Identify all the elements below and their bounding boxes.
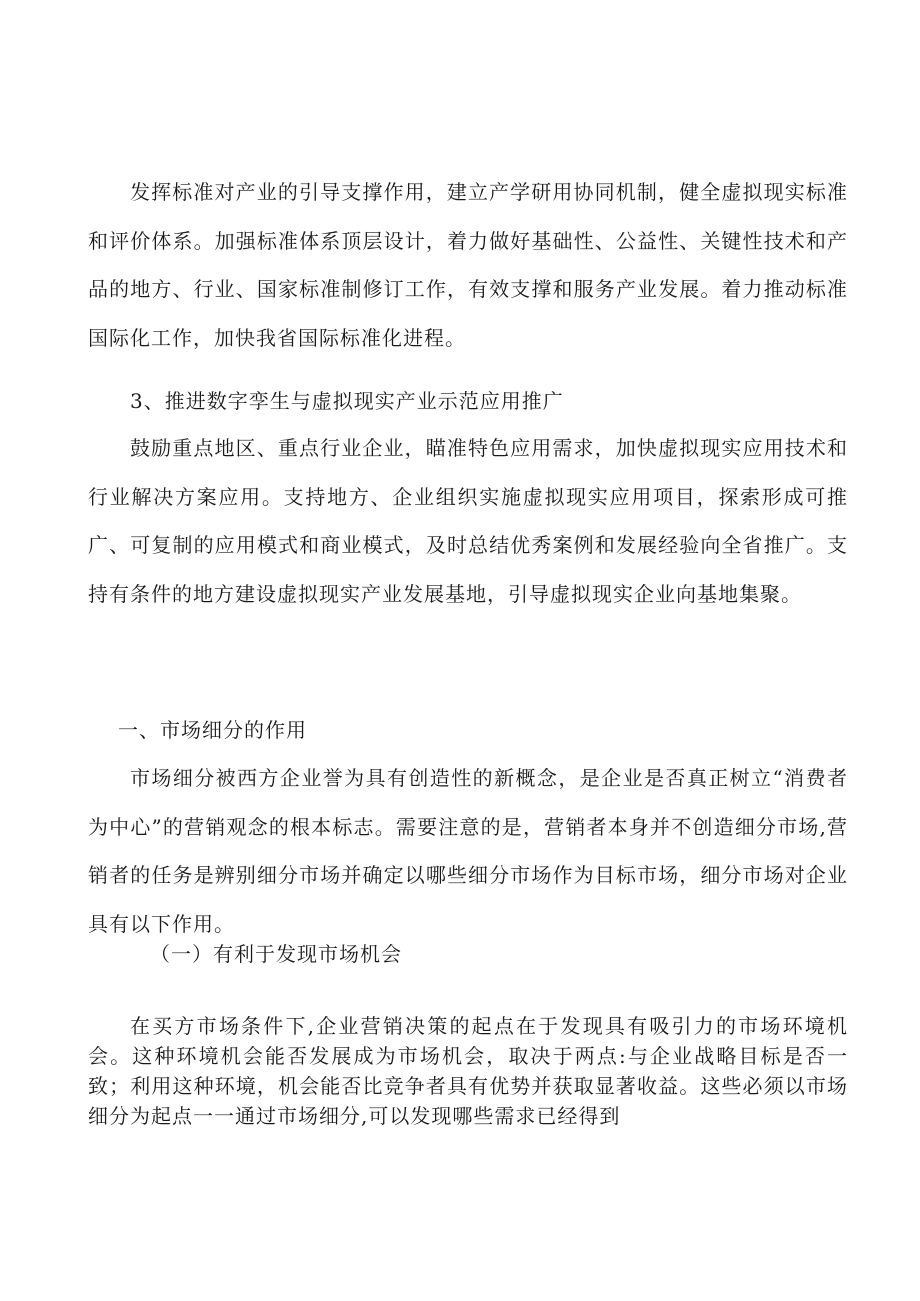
paragraph-buyer-market: 在买方市场条件下,企业营销决策的起点在于发现具有吸引力的市场环境机会。这种环境机会能否发展成为市场机会，取决于两点:与企业战略目标是否一致；利用这种环境，机会能否比竞争者具有优势并获取显著收益。这些必须以市场细分为起点一一通过市场细分,可以发现哪些需求已经得到: [88, 1014, 848, 1128]
paragraph-segmentation-concept: 市场细分被西方企业誉为具有创造性的新概念，是企业是否真正树立“消费者为中心”的营销观念的根本标志。需要注意的是，营销者本身并不创造细分市场,营销者的任务是辨别细分市场并确定以哪些细分市场作为目标市场，细分市场对企业具有以下作用。: [88, 766, 848, 936]
paragraph-standards: 发挥标准对产业的引导支撑作用，建立产学研用协同机制，健全虚拟现实标准和评价体系。加强标准体系顶层设计，着力做好基础性、公益性、关键性技术和产品的地方、行业、国家标准制修订工作，有效支撑和服务产业发展。着力推动标准国际化工作，加快我省国际标准化进程。: [88, 180, 848, 350]
heading-digital-twin-promotion: 3、推进数字孪生与虚拟现实产业示范应用推广: [130, 389, 564, 413]
subheading-market-opportunity: （一）有利于发现市场机会: [150, 942, 402, 966]
paragraph-application-promotion: 鼓励重点地区、重点行业企业，瞄准特色应用需求，加快虚拟现实应用技术和行业解决方案应用。支持地方、企业组织实施虚拟现实应用项目，探索形成可推广、可复制的应用模式和商业模式，及时总结优秀案例和发展经验向全省推广。支持有条件的地方建设虚拟现实产业发展基地，引导虚拟现实企业向基地集聚。: [88, 436, 848, 606]
section-heading-market-segmentation: 一、市场细分的作用: [118, 718, 307, 742]
